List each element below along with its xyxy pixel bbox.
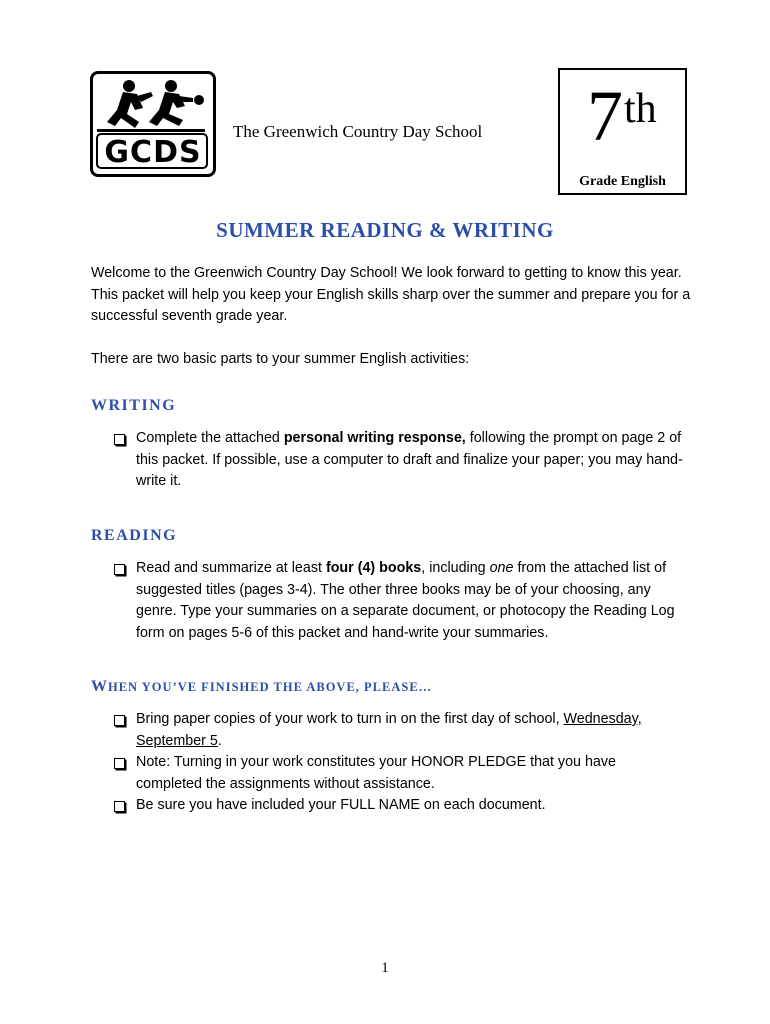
- reading-item-italic: one: [489, 560, 514, 576]
- page-title: SUMMER READING & WRITING: [216, 218, 554, 242]
- checkbox-icon: [114, 434, 125, 445]
- finished-heading-initial: W: [91, 678, 108, 695]
- logo-text: GCDS: [104, 135, 202, 170]
- grade-suffix: th: [624, 86, 657, 132]
- parts-paragraph: There are two basic parts to your summer English activities:: [91, 351, 470, 367]
- finished-item3-text: Be sure you have included your FULL NAME on each document.: [136, 797, 546, 813]
- first-day-date: Wednesday, September 5: [136, 711, 642, 749]
- checkbox-icon: [114, 758, 125, 769]
- finished-item1-text-2: .: [217, 732, 222, 749]
- grade-label: Grade English: [579, 174, 666, 189]
- reading-item-text-2: , including: [421, 560, 490, 576]
- list-item: [114, 752, 684, 795]
- writing-item-text-2: following the prompt on page 2 of this packet. If possible, use a computer to draft and finalize your paper; you may hand-write it.: [136, 430, 683, 489]
- finished-list: [114, 709, 684, 817]
- writing-item-text-1: Complete the attached: [136, 430, 284, 446]
- reading-item-bold: four (4) books: [325, 560, 422, 576]
- reading-heading: READING: [91, 527, 178, 544]
- intro-paragraph: Welcome to the Greenwich Country Day School! We look forward to getting to know this year. This packet will help you keep your English skills sharp over the summer and prepare you for a successful seventh grade year.: [91, 265, 691, 324]
- checkbox-icon: [114, 564, 125, 575]
- checkbox-icon: [114, 715, 125, 726]
- reading-item-text-3: from the attached list of suggested titles (pages 3-4). The other three books may be of your choosing, any genre. Type your summaries on a separate document, or photocopy the Reading Log form on pages 5-6 of this packet and hand-write your summaries.: [136, 560, 675, 641]
- finished-item2-text: Note: Turning in your work constitutes your HONOR PLEDGE that you have completed the assignments without assistance.: [136, 754, 616, 792]
- grade-number: 7: [587, 76, 623, 156]
- writing-list: [114, 428, 684, 493]
- page-number: 1: [381, 960, 389, 976]
- reading-list: [114, 558, 684, 644]
- list-item: [114, 709, 684, 752]
- list-item: [114, 795, 684, 817]
- writing-item-bold: personal writing response,: [283, 430, 466, 446]
- list-item: [114, 428, 684, 493]
- finished-heading-rest: HEN YOU’VE FINISHED THE ABOVE, PLEASE…: [108, 680, 433, 694]
- reading-item-text-1: Read and summarize at least: [136, 560, 326, 576]
- writing-heading: WRITING: [91, 397, 177, 414]
- school-name: The Greenwich Country Day School: [233, 122, 483, 141]
- checkbox-icon: [114, 801, 125, 812]
- grade-box: [558, 68, 687, 195]
- gcds-logo: [90, 71, 216, 177]
- list-item: [114, 558, 684, 644]
- finished-item1-text-1: Bring paper copies of your work to turn in on the first day of school,: [136, 711, 564, 727]
- finished-heading: [91, 678, 432, 696]
